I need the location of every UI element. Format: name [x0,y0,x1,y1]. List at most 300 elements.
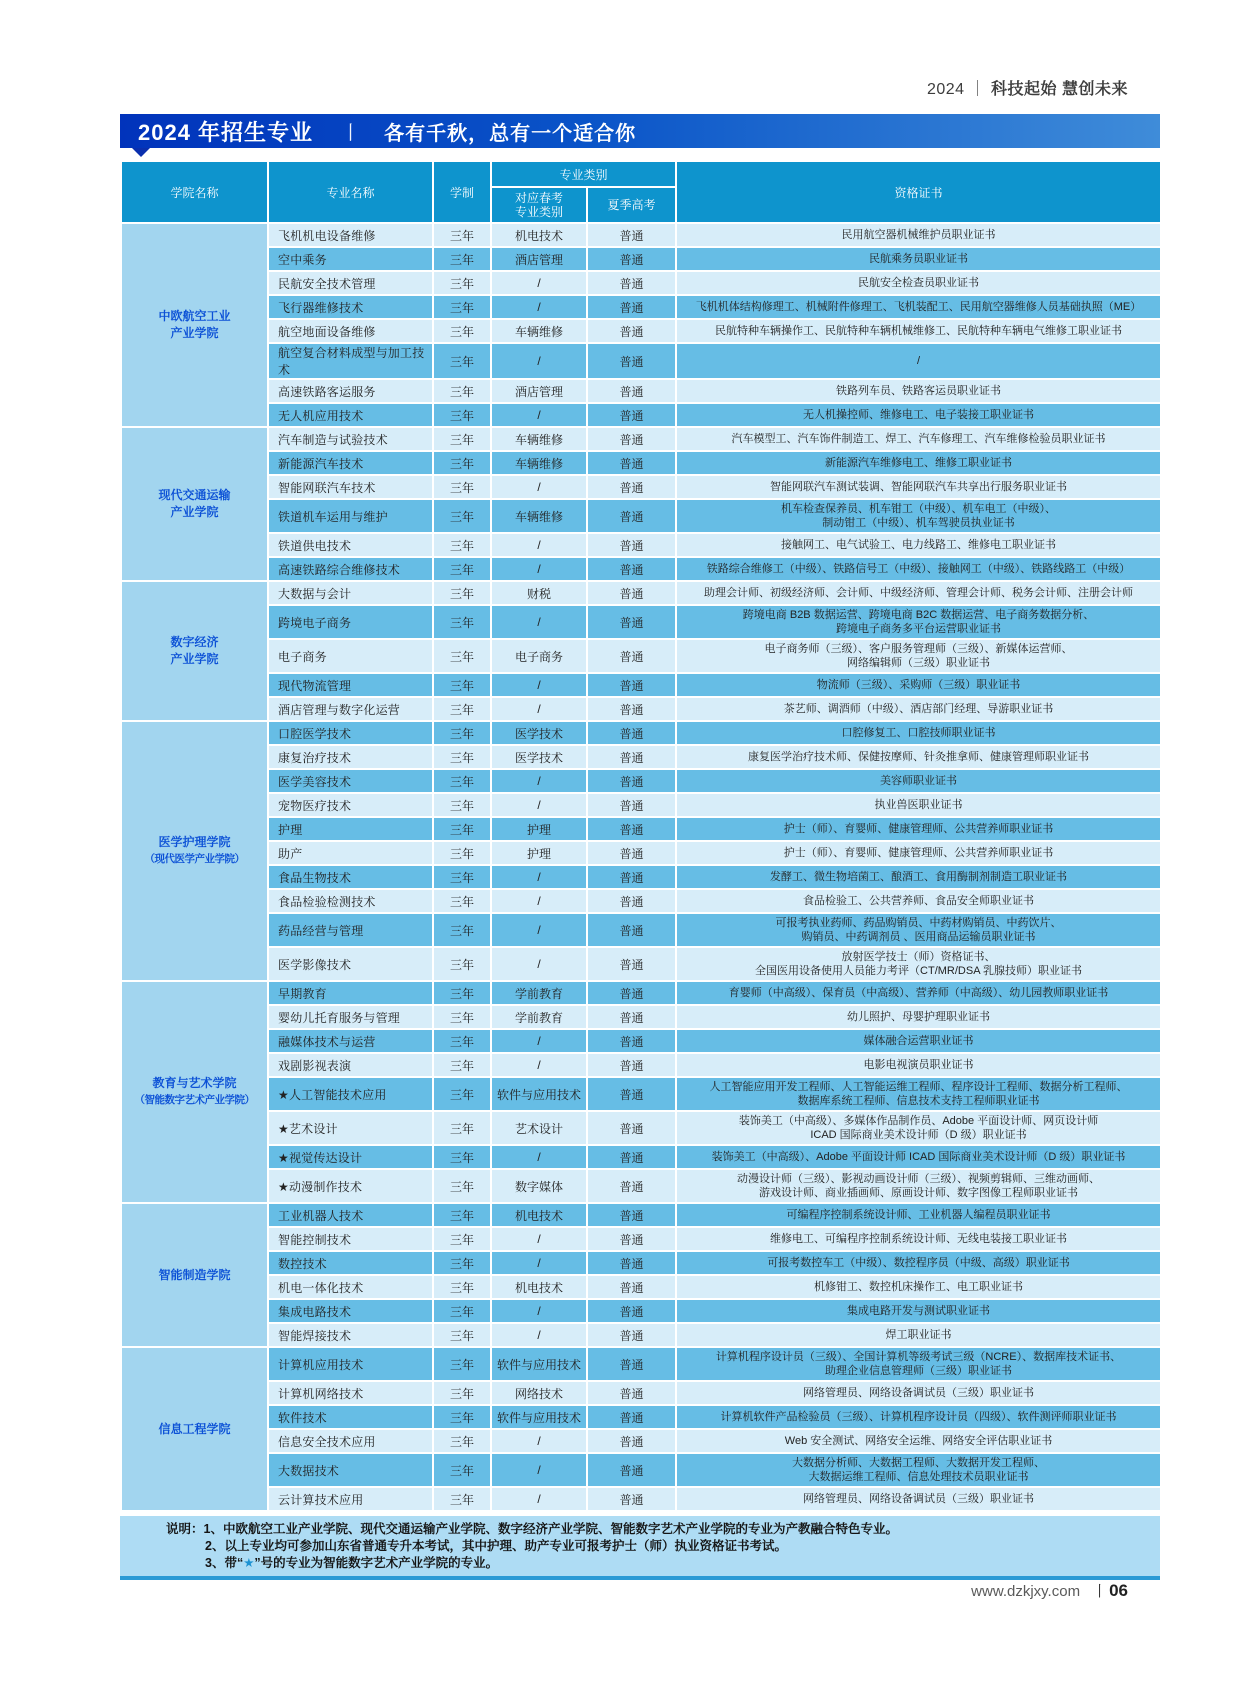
summer-exam-category: 普通 [587,223,676,247]
summer-exam-category: 普通 [587,271,676,295]
spring-exam-category: 学前教育 [491,1005,587,1029]
major-name: 航空复合材料成型与加工技术 [268,343,433,379]
table-row [121,793,1161,817]
spring-exam-category: / [491,1299,587,1323]
major-name: 戏剧影视表演 [268,1053,433,1077]
table-row [121,947,1161,981]
spring-exam-category: 机电技术 [491,1275,587,1299]
certificates: 智能网联汽车测试装调、智能网联汽车共享出行服务职业证书 [676,475,1161,499]
major-name: 宠物医疗技术 [268,793,433,817]
duration: 三年 [433,1299,491,1323]
spring-exam-category: 学前教育 [491,981,587,1005]
certificates: Web 安全测试、网络安全运维、网络安全评估职业证书 [676,1429,1161,1453]
major-name: ★动漫制作技术 [268,1169,433,1203]
duration: 三年 [433,1145,491,1169]
table-row [121,889,1161,913]
certificates: 育婴师（中高级）、保育员（中高级）、营养师（中高级）、幼儿园教师职业证书 [676,981,1161,1005]
certificates: 机车检查保养员、机车钳工（中级）、机车电工（中级）、 制动钳工（中级）、机车驾驶员执业证书 [676,499,1161,533]
duration: 三年 [433,271,491,295]
duration: 三年 [433,913,491,947]
table-row [121,1251,1161,1275]
major-name: 早期教育 [268,981,433,1005]
table-body [121,223,1161,1511]
spring-exam-category: / [491,1323,587,1347]
header-college: 学院名称 [121,161,268,223]
duration: 三年 [433,1347,491,1381]
duration: 三年 [433,721,491,745]
certificates: 民航安全检查员职业证书 [676,271,1161,295]
brand-year: 2024 [926,81,965,98]
note-line-3 [166,1555,1140,1572]
summer-exam-category: 普通 [587,499,676,533]
summer-exam-category: 普通 [587,1145,676,1169]
table-row [121,475,1161,499]
table-row [121,271,1161,295]
major-name: 现代物流管理 [268,673,433,697]
summer-exam-category: 普通 [587,1405,676,1429]
summer-exam-category: 普通 [587,1077,676,1111]
college-name: 数字经济 产业学院 [121,581,268,721]
summer-exam-category: 普通 [587,981,676,1005]
duration: 三年 [433,1203,491,1227]
table-row [121,499,1161,533]
major-name: 铁道机车运用与维护 [268,499,433,533]
duration: 三年 [433,319,491,343]
certificates: 铁路列车员、铁路客运员职业证书 [676,379,1161,403]
certificates: 护士（师）、育婴师、健康管理师、公共营养师职业证书 [676,841,1161,865]
college-name: 信息工程学院 [121,1347,268,1511]
summer-exam-category: 普通 [587,1429,676,1453]
table-row [121,981,1161,1005]
certificates: 可报考执业药师、药品购销员、中药材购销员、中药饮片、 购销员、中药调剂员 、医用商品运输员职业证书 [676,913,1161,947]
summer-exam-category: 普通 [587,403,676,427]
spring-exam-category: / [491,403,587,427]
duration: 三年 [433,1275,491,1299]
duration: 三年 [433,379,491,403]
duration: 三年 [433,1405,491,1429]
summer-exam-category: 普通 [587,1381,676,1405]
certificates: 幼儿照护、母婴护理职业证书 [676,1005,1161,1029]
summer-exam-category: 普通 [587,1005,676,1029]
summer-exam-category: 普通 [587,295,676,319]
spring-exam-category: / [491,697,587,721]
summer-exam-category: 普通 [587,769,676,793]
summer-exam-category: 普通 [587,673,676,697]
duration: 三年 [433,1487,491,1511]
summer-exam-category: 普通 [587,841,676,865]
college-name: 智能制造学院 [121,1203,268,1347]
spring-exam-category: 电子商务 [491,639,587,673]
duration: 三年 [433,1077,491,1111]
major-name: 食品检验检测技术 [268,889,433,913]
summer-exam-category: 普通 [587,721,676,745]
duration: 三年 [433,1227,491,1251]
table-row [121,1323,1161,1347]
duration: 三年 [433,1111,491,1145]
certificates: 装饰美工（中高级）、多媒体作品制作员、Adobe 平面设计师、网页设计师 ICAD 国际商业美术设计师（D 级）职业证书 [676,1111,1161,1145]
certificates: 媒体融合运营职业证书 [676,1029,1161,1053]
certificates: 美容师职业证书 [676,769,1161,793]
certificates: 铁路综合维修工（中级）、铁路信号工（中级）、接触网工（中级）、铁路线路工（中级） [676,557,1161,581]
table-row [121,223,1161,247]
certificates: 执业兽医职业证书 [676,793,1161,817]
certificates: 可编程序控制系统设计师、工业机器人编程员职业证书 [676,1203,1161,1227]
table-row [121,721,1161,745]
spring-exam-category: 软件与应用技术 [491,1347,587,1381]
spring-exam-category: 护理 [491,817,587,841]
spring-exam-category: / [491,475,587,499]
major-name: 康复治疗技术 [268,745,433,769]
certificates: 接触网工、电气试验工、电力线路工、维修电工职业证书 [676,533,1161,557]
summer-exam-category: 普通 [587,319,676,343]
spring-exam-category: / [491,1029,587,1053]
section-title-bar [120,114,1160,148]
spring-exam-category: 车辆维修 [491,427,587,451]
major-name: 高速铁路客运服务 [268,379,433,403]
table-row [121,673,1161,697]
table-row [121,1453,1161,1487]
major-name: 飞机机电设备维修 [268,223,433,247]
note-3-suffix: ”号的专业为智能数字艺术产业学院的专业。 [254,1556,499,1570]
table-row [121,1275,1161,1299]
table-row [121,1005,1161,1029]
page-title: 2024 年招生专业 [138,119,314,145]
page-footer [971,1580,1128,1601]
note-3-prefix: 3、带“ [205,1556,244,1570]
summer-exam-category: 普通 [587,533,676,557]
duration: 三年 [433,1381,491,1405]
duration: 三年 [433,427,491,451]
major-name: ★人工智能技术应用 [268,1077,433,1111]
page-number: 06 [1109,1581,1128,1600]
spring-exam-category: 医学技术 [491,745,587,769]
certificates: 民航特种车辆操作工、民航特种车辆机械维修工、民航特种车辆电气维修工职业证书 [676,319,1161,343]
certificates: 跨境电商 B2B 数据运营、跨境电商 B2C 数据运营、电子商务数据分析、 跨境电子商务多平台运营职业证书 [676,605,1161,639]
table-row [121,557,1161,581]
header-summer-exam: 夏季高考 [587,187,676,223]
major-name: 空中乘务 [268,247,433,271]
major-name: 护理 [268,817,433,841]
spring-exam-category: / [491,1487,587,1511]
table-row [121,533,1161,557]
duration: 三年 [433,1169,491,1203]
college-name: 教育与艺术学院 （智能数字艺术产业学院） [121,981,268,1203]
table-row [121,295,1161,319]
certificates: 电影电视演员职业证书 [676,1053,1161,1077]
duration: 三年 [433,697,491,721]
spring-exam-category: 网络技术 [491,1381,587,1405]
major-name: 数控技术 [268,1251,433,1275]
spring-exam-category: 机电技术 [491,223,587,247]
spring-exam-category: / [491,1453,587,1487]
header-spring-line2: 专业类别 [514,205,563,219]
duration: 三年 [433,223,491,247]
certificates: 可报考数控车工（中级）、数控程序员（中级、高级）职业证书 [676,1251,1161,1275]
major-name: 无人机应用技术 [268,403,433,427]
certificates: / [676,343,1161,379]
duration: 三年 [433,247,491,271]
major-name: 大数据与会计 [268,581,433,605]
summer-exam-category: 普通 [587,639,676,673]
summer-exam-category: 普通 [587,581,676,605]
certificates: 无人机操控师、维修电工、电子装接工职业证书 [676,403,1161,427]
certificates: 护士（师）、育婴师、健康管理师、公共营养师职业证书 [676,817,1161,841]
table-row [121,841,1161,865]
certificates: 网络管理员、网络设备调试员（三级）职业证书 [676,1487,1161,1511]
college-name: 中欧航空工业 产业学院 [121,223,268,427]
duration: 三年 [433,793,491,817]
spring-exam-category: / [491,913,587,947]
major-name: 新能源汽车技术 [268,451,433,475]
summer-exam-category: 普通 [587,1299,676,1323]
duration: 三年 [433,475,491,499]
table-row [121,403,1161,427]
duration: 三年 [433,605,491,639]
certificates: 康复医学治疗技术师、保健按摩师、针灸推拿师、健康管理师职业证书 [676,745,1161,769]
major-name: 助产 [268,841,433,865]
footer-separator: 丨 [1092,1583,1108,1600]
table-header [121,161,1161,223]
certificates: 助理会计师、初级经济师、会计师、中级经济师、管理会计师、税务会计师、注册会计师 [676,581,1161,605]
note-line-1 [166,1521,1140,1538]
certificates: 物流师（三级）、采购师（三级）职业证书 [676,673,1161,697]
duration: 三年 [433,1005,491,1029]
brand-separator: ｜ [969,81,987,98]
major-name: 药品经营与管理 [268,913,433,947]
major-name: 高速铁路综合维修技术 [268,557,433,581]
duration: 三年 [433,499,491,533]
summer-exam-category: 普通 [587,379,676,403]
spring-exam-category: 护理 [491,841,587,865]
spring-exam-category: / [491,295,587,319]
table-row [121,817,1161,841]
summer-exam-category: 普通 [587,557,676,581]
table-row [121,605,1161,639]
summer-exam-category: 普通 [587,1227,676,1251]
certificates: 民用航空器机械维护员职业证书 [676,223,1161,247]
spring-exam-category: 机电技术 [491,1203,587,1227]
major-name: ★视觉传达设计 [268,1145,433,1169]
header-major: 专业名称 [268,161,433,223]
spring-exam-category: 车辆维修 [491,319,587,343]
website-url: www.dzkjxy.com [971,1583,1081,1600]
duration: 三年 [433,769,491,793]
major-name: 医学美容技术 [268,769,433,793]
spring-exam-category: 财税 [491,581,587,605]
table-row [121,639,1161,673]
triangle-pointer-icon [132,148,150,157]
certificates: 集成电路开发与测试职业证书 [676,1299,1161,1323]
spring-exam-category: / [491,865,587,889]
summer-exam-category: 普通 [587,475,676,499]
major-name: 软件技术 [268,1405,433,1429]
certificates: 发酵工、微生物培菌工、酿酒工、食用酶制剂制造工职业证书 [676,865,1161,889]
content-area [120,114,1160,1580]
spring-exam-category: / [491,1053,587,1077]
college-name: 医学护理学院 （现代医学产业学院） [121,721,268,981]
enrollment-table [120,160,1162,1512]
notes-block [120,1516,1160,1580]
table-row [121,1227,1161,1251]
duration: 三年 [433,403,491,427]
star-icon: ★ [243,1556,255,1570]
duration: 三年 [433,817,491,841]
table-row [121,1381,1161,1405]
major-name: 铁道供电技术 [268,533,433,557]
summer-exam-category: 普通 [587,793,676,817]
major-name: 大数据技术 [268,1453,433,1487]
title-separator: 丨 [341,122,361,144]
summer-exam-category: 普通 [587,1029,676,1053]
major-name: 智能焊接技术 [268,1323,433,1347]
major-name: 跨境电子商务 [268,605,433,639]
spring-exam-category: / [491,1227,587,1251]
summer-exam-category: 普通 [587,913,676,947]
table-row [121,865,1161,889]
duration: 三年 [433,343,491,379]
table-row [121,1053,1161,1077]
duration: 三年 [433,1029,491,1053]
duration: 三年 [433,581,491,605]
spring-exam-category: / [491,889,587,913]
major-name: 智能网联汽车技术 [268,475,433,499]
table-row [121,745,1161,769]
certificates: 装饰美工（中高级）、Adobe 平面设计师 ICAD 国际商业美术设计师（D 级）职业证书 [676,1145,1161,1169]
major-name: 工业机器人技术 [268,1203,433,1227]
major-name: 食品生物技术 [268,865,433,889]
duration: 三年 [433,1453,491,1487]
spring-exam-category: / [491,793,587,817]
major-name: 汽车制造与试验技术 [268,427,433,451]
header-category-group: 专业类别 [491,161,676,187]
major-name: 信息安全技术应用 [268,1429,433,1453]
major-name: 云计算技术应用 [268,1487,433,1511]
certificates: 口腔修复工、口腔技师职业证书 [676,721,1161,745]
certificates: 放射医学技士（师）资格证书、 全国医用设备使用人员能力考评（CT/MR/DSA 乳腺技师）职业证书 [676,947,1161,981]
certificates: 人工智能应用开发工程师、人工智能运维工程师、程序设计工程师、数据分析工程师、 数据库系统工程师、信息技术支持工程师职业证书 [676,1077,1161,1111]
spring-exam-category: / [491,605,587,639]
certificates: 网络管理员、网络设备调试员（三级）职业证书 [676,1381,1161,1405]
spring-exam-category: / [491,1429,587,1453]
duration: 三年 [433,673,491,697]
spring-exam-category: 数字媒体 [491,1169,587,1203]
header-spring-exam [491,187,587,223]
spring-exam-category: / [491,947,587,981]
header-duration: 学制 [433,161,491,223]
table-row [121,1405,1161,1429]
spring-exam-category: / [491,343,587,379]
header-spring-line1: 对应春考 [514,191,563,205]
table-row [121,379,1161,403]
duration: 三年 [433,1053,491,1077]
duration: 三年 [433,947,491,981]
table-row [121,451,1161,475]
major-name: 婴幼儿托育服务与管理 [268,1005,433,1029]
table-row [121,1299,1161,1323]
summer-exam-category: 普通 [587,1347,676,1381]
table-row [121,697,1161,721]
certificates: 计算机程序设计员（三级）、全国计算机等级考试三级（NCRE）、数据库技术证书、 助理企业信息管理师（三级）职业证书 [676,1347,1161,1381]
duration: 三年 [433,981,491,1005]
duration: 三年 [433,841,491,865]
notes-label: 说明： [166,1522,204,1536]
duration: 三年 [433,1323,491,1347]
note-1-text: 1、中欧航空工业产业学院、现代交通运输产业学院、数字经济产业学院、智能数字艺术产业学院的专业为产教融合特色专业。 [203,1522,898,1536]
spring-exam-category: / [491,533,587,557]
header-certificates: 资格证书 [676,161,1161,223]
college-name: 现代交通运输 产业学院 [121,427,268,581]
summer-exam-category: 普通 [587,1111,676,1145]
spring-exam-category: 艺术设计 [491,1111,587,1145]
certificates: 焊工职业证书 [676,1323,1161,1347]
table-row [121,1347,1161,1381]
major-name: 智能控制技术 [268,1227,433,1251]
table-row [121,1145,1161,1169]
table-row [121,913,1161,947]
note-line-2: 2、以上专业均可参加山东省普通专升本考试，其中护理、助产专业可报考护士（师）执业资格证书考试。 [205,1539,787,1553]
table-row [121,1111,1161,1145]
summer-exam-category: 普通 [587,745,676,769]
table-row [121,1169,1161,1203]
duration: 三年 [433,451,491,475]
certificates: 电子商务师（三级）、客户服务管理师（三级）、新媒体运营师、 网络编辑师（三级）职业证书 [676,639,1161,673]
certificates: 民航乘务员职业证书 [676,247,1161,271]
page-subtitle: 各有千秋，总有一个适合你 [384,122,637,145]
summer-exam-category: 普通 [587,865,676,889]
summer-exam-category: 普通 [587,1275,676,1299]
spring-exam-category: 酒店管理 [491,247,587,271]
summer-exam-category: 普通 [587,605,676,639]
major-name: 电子商务 [268,639,433,673]
major-name: 酒店管理与数字化运营 [268,697,433,721]
duration: 三年 [433,295,491,319]
duration: 三年 [433,865,491,889]
table-row [121,1203,1161,1227]
table-row [121,1077,1161,1111]
spring-exam-category: 车辆维修 [491,451,587,475]
summer-exam-category: 普通 [587,1487,676,1511]
spring-exam-category: / [491,673,587,697]
summer-exam-category: 普通 [587,343,676,379]
major-name: 融媒体技术与运营 [268,1029,433,1053]
spring-exam-category: 软件与应用技术 [491,1405,587,1429]
spring-exam-category: 酒店管理 [491,379,587,403]
summer-exam-category: 普通 [587,427,676,451]
summer-exam-category: 普通 [587,1323,676,1347]
certificates: 食品检验工、公共营养师、食品安全师职业证书 [676,889,1161,913]
spring-exam-category: / [491,1251,587,1275]
certificates: 机修钳工、数控机床操作工、电工职业证书 [676,1275,1161,1299]
summer-exam-category: 普通 [587,1453,676,1487]
spring-exam-category: / [491,557,587,581]
spring-exam-category: 医学技术 [491,721,587,745]
brand-slogan: 科技起始 慧创未来 [991,81,1128,98]
table-row [121,1487,1161,1511]
major-name: ★艺术设计 [268,1111,433,1145]
duration: 三年 [433,639,491,673]
spring-exam-category: 软件与应用技术 [491,1077,587,1111]
certificates: 维修电工、可编程序控制系统设计师、无线电装接工职业证书 [676,1227,1161,1251]
major-name: 民航安全技术管理 [268,271,433,295]
table-row [121,343,1161,379]
certificates: 大数据分析师、大数据工程师、大数据开发工程师、 大数据运维工程师、信息处理技术员职业证书 [676,1453,1161,1487]
table-row [121,1429,1161,1453]
table-row [121,427,1161,451]
summer-exam-category: 普通 [587,1203,676,1227]
table-row [121,769,1161,793]
summer-exam-category: 普通 [587,697,676,721]
duration: 三年 [433,1251,491,1275]
